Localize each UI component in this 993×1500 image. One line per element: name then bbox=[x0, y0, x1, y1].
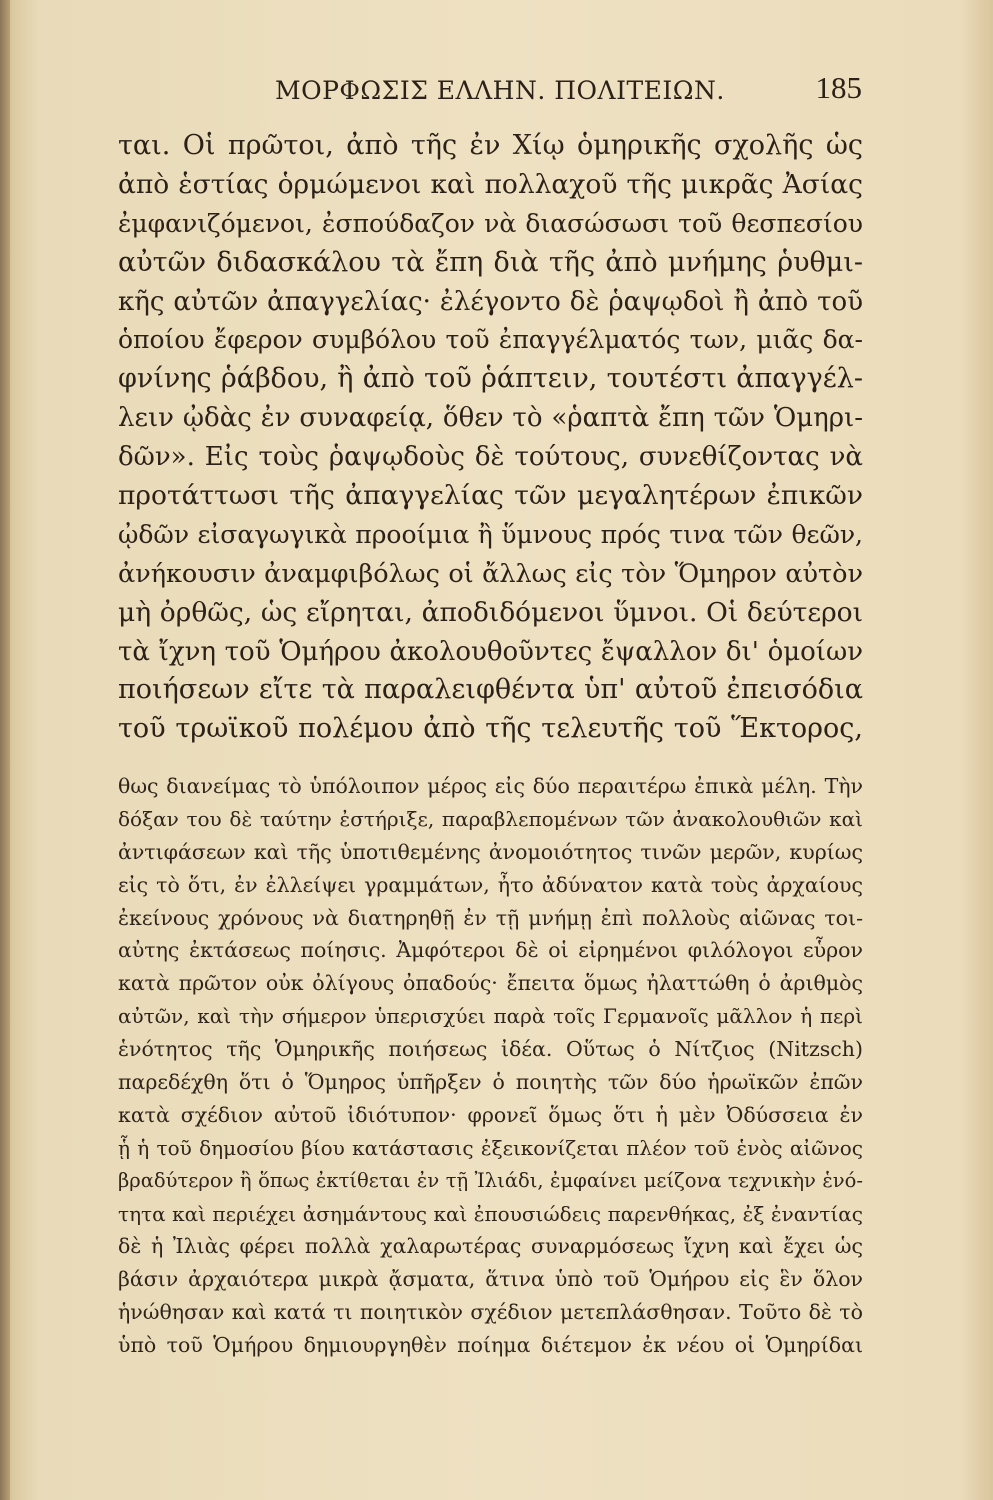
running-title: ΜΟΡΦΩΣΙΣ ΕΛΛΗΝ. ΠΟΛΙΤΕΙΩΝ. bbox=[275, 76, 725, 105]
footnote-line: τητα καὶ περιέχει ἀσημάντους καὶ ἐπουσιώδεις παρενθήκας, ἐξ ἐναντίας bbox=[118, 1201, 863, 1226]
page-header bbox=[100, 68, 860, 118]
footnote-line: ᾗ ἡ τοῦ δημοσίου βίου κατάστασις ἐξεικονίζεται πλέον τοῦ ἑνὸς αἰῶνος bbox=[118, 1135, 863, 1160]
footnote-line: δόξαν του δὲ ταύτην ἐστήριξε, παραβλεπομένων τῶν ἀνακολουθιῶν καὶ bbox=[118, 806, 863, 831]
text-line: ὁποίου ἔφερον συμβόλου τοῦ ἐπαγγέλματός των, μιᾶς δα- bbox=[118, 325, 863, 355]
text-line: ἀπὸ ἑστίας ὁρμώμενοι καὶ πολλαχοῦ τῆς μικρᾶς Ἀσίας bbox=[118, 168, 863, 200]
footnote-text bbox=[118, 770, 863, 1362]
footnote-line: ἀντιφάσεων καὶ τῆς ὑποτιθεμένης ἀνομοιότητος τινῶν μερῶν, κυρίως bbox=[118, 839, 863, 864]
footnote-line: θως διανείμας τὸ ὑπόλοιπον μέρος εἰς δύο περαιτέρω ἐπικὰ μέλη. Τὴν bbox=[118, 774, 863, 798]
footnote-line: βάσιν ἀρχαιότερα μικρὰ ᾄσματα, ἅτινα ὑπὸ τοῦ Ὁμήρου εἰς ἓν ὅλον bbox=[118, 1267, 863, 1292]
footnote-line: εἰς τὸ ὅτι, ἐν ἐλλείψει γραμμάτων, ἦτο ἀδύνατον κατὰ τοὺς ἀρχαίους bbox=[118, 872, 863, 897]
page-spine-edge bbox=[0, 0, 10, 1500]
footnote-line: κατὰ σχέδιον αὐτοῦ ἰδιότυπον· φρονεῖ ὅμως ὅτι ἡ μὲν Ὀδύσσεια ἐν bbox=[118, 1102, 863, 1127]
text-line: κῆς αὐτῶν ἀπαγγελίας· ἐλέγοντο δὲ ῥαψῳδοὶ ἢ ἀπὸ τοῦ bbox=[118, 286, 863, 317]
text-line: αὐτῶν διδασκάλου τὰ ἔπη διὰ τῆς ἀπὸ μνήμης ῥυθμι- bbox=[118, 246, 863, 278]
text-line: λειν ᾠδὰς ἐν συναφείᾳ, ὅθεν τὸ «ῥαπτὰ ἔπη τῶν Ὁμηρι- bbox=[118, 403, 863, 434]
text-line: δῶν». Εἰς τοὺς ῥαψῳδοὺς δὲ τούτους, συνεθίζοντας νὰ bbox=[118, 442, 863, 473]
text-line: ἐμφανιζόμενοι, ἐσπούδαζον νὰ διασώσωσι τοῦ θεσπεσίου bbox=[118, 208, 863, 238]
footnote-line: ἐκείνους χρόνους νὰ διατηρηθῇ ἐν τῇ μνήμῃ ἐπὶ πολλοὺς αἰῶνας τοι- bbox=[118, 905, 863, 930]
footnote-line: αὐτῶν, καὶ τὴν σήμερον ὑπερισχύει παρὰ τοῖς Γερμανοῖς μᾶλλον ἡ περὶ bbox=[118, 1004, 863, 1029]
footnote-line: ἡνώθησαν καὶ κατά τι ποιητικὸν σχέδιον μετεπλάσθησαν. Τοῦτο δὲ τὸ bbox=[118, 1300, 863, 1325]
text-line: προτάττωσι τῆς ἀπαγγελίας τῶν μεγαλητέρων ἐπικῶν bbox=[118, 480, 863, 512]
main-text bbox=[118, 127, 863, 749]
text-line: ποιήσεων εἴτε τὰ παραλειφθέντα ὑπ' αὐτοῦ ἐπεισόδια bbox=[118, 674, 863, 706]
footnote-line: ἑνότητος τῆς Ὁμηρικῆς ποιήσεως ἰδέα. Οὕτως ὁ Νίτζιος (Nitzsch) bbox=[118, 1037, 863, 1062]
text-line: ἀνήκουσιν ἀναμφιβόλως οἱ ἄλλως εἰς τὸν Ὅμηρον αὐτὸν bbox=[118, 558, 863, 589]
text-line: μὴ ὀρθῶς, ὡς εἴρηται, ἀποδιδόμενοι ὕμνοι. Οἱ δεύτεροι bbox=[118, 596, 863, 628]
text-line: τοῦ τρωϊκοῦ πολέμου ἀπὸ τῆς τελευτῆς τοῦ Ἕκτορος, bbox=[118, 713, 863, 745]
footnote-line: κατὰ πρῶτον οὐκ ὀλίγους ὀπαδούς· ἔπειτα ὅμως ἠλαττώθη ὁ ἀριθμὸς bbox=[118, 971, 863, 996]
footnote-line: δὲ ἡ Ἰλιὰς φέρει πολλὰ χαλαρωτέρας συναρμόσεως ἴχνη καὶ ἔχει ὡς bbox=[118, 1234, 863, 1259]
footnote-line: βραδύτερον ἢ ὅπως ἐκτίθεται ἐν τῇ Ἰλιάδι, ἐμφαίνει μείζονα τεχνικὴν ἑνό- bbox=[118, 1168, 863, 1192]
text-line: ται. Οἱ πρῶτοι, ἀπὸ τῆς ἐν Χίῳ ὁμηρικῆς σχολῆς ὡς bbox=[118, 130, 863, 161]
footnote-line: αὐτης ἐκτάσεως ποίησις. Ἀμφότεροι δὲ οἱ εἰρημένοι φιλόλογοι εὗρον bbox=[118, 938, 863, 963]
footnote-line: ὑπὸ τοῦ Ὁμήρου δημιουργηθὲν ποίημα διέτεμον ἐκ νέου οἱ Ὁμηρίδαι bbox=[118, 1333, 863, 1358]
page-number: 185 bbox=[815, 70, 862, 105]
text-line: ᾠδῶν εἰσαγωγικὰ προοίμια ἢ ὕμνους πρός τινα τῶν θεῶν, bbox=[118, 519, 863, 549]
footnote-line: παρεδέχθη ὅτι ὁ Ὅμηρος ὑπῆρξεν ὁ ποιητὴς τῶν δύο ἡρωϊκῶν ἐπῶν bbox=[118, 1070, 863, 1095]
text-line: τὰ ἴχνη τοῦ Ὁμήρου ἀκολουθοῦντες ἔψαλλον δι' ὁμοίων bbox=[118, 636, 863, 667]
text-line: φνίνης ῥάβδου, ἢ ἀπὸ τοῦ ῥάπτειν, τουτέστι ἀπαγγέλ- bbox=[118, 363, 863, 395]
